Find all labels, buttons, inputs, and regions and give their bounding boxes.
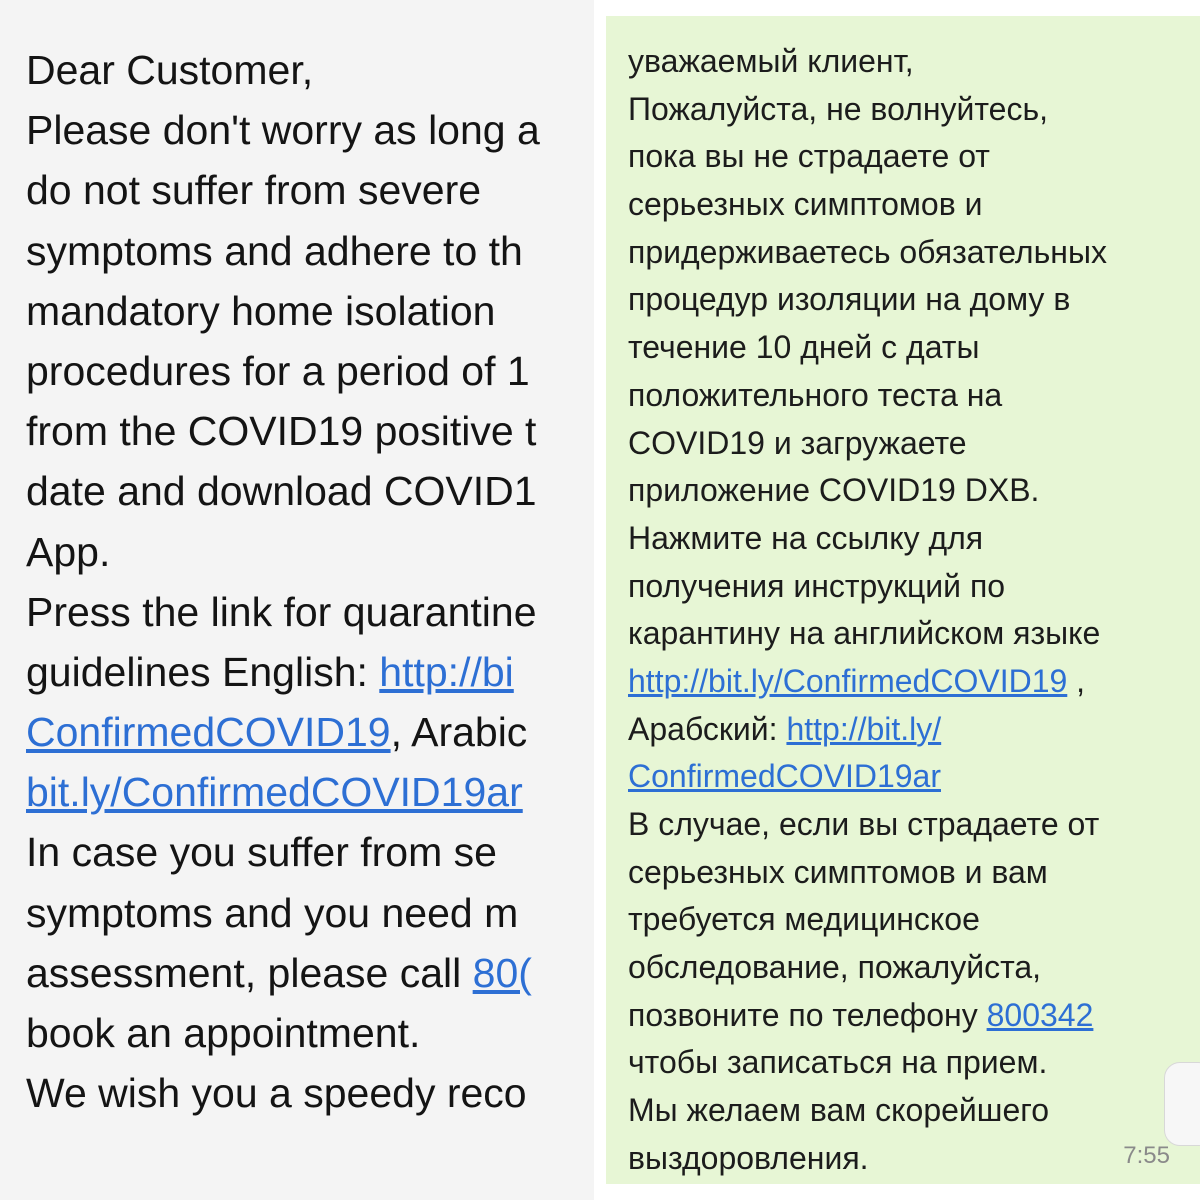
message-link[interactable]: ConfirmedCOVID19 [26, 709, 391, 756]
message-line [628, 1135, 1200, 1183]
message-line [628, 944, 1200, 992]
message-text: , [1067, 662, 1086, 699]
message-text: процедур изоляции на дому в [628, 281, 1071, 318]
message-text: symptoms and you need m [26, 889, 519, 936]
message-line [628, 706, 1200, 754]
message-line [628, 86, 1200, 134]
message-line [628, 563, 1200, 611]
message-text: In case you suffer from se [26, 829, 497, 876]
english-message-text [26, 40, 594, 1123]
message-line [26, 100, 594, 160]
message-line [26, 401, 594, 461]
message-timestamp: 7:55 [1123, 1142, 1170, 1169]
left-message-bubble [0, 0, 594, 1200]
message-text: серьезных симптомов и [628, 186, 983, 223]
message-line [628, 38, 1200, 86]
message-text: guidelines English: [26, 648, 380, 695]
message-text: Dear Customer, [26, 47, 314, 93]
message-line [628, 1039, 1200, 1087]
message-text: карантину на английском языке [628, 615, 1101, 652]
message-text: позвоните по телефону [628, 996, 987, 1033]
message-line [628, 610, 1200, 658]
message-text: течение 10 дней с даты [628, 329, 980, 366]
message-line [26, 582, 594, 642]
message-text: mandatory home isolation [26, 287, 496, 334]
message-text: получения инструкций по [628, 567, 1006, 604]
message-text: выздоровления. [628, 1139, 869, 1176]
message-line [628, 849, 1200, 897]
message-line [26, 1063, 594, 1123]
message-text: date and download COVID1 [26, 468, 537, 515]
message-line [628, 992, 1200, 1040]
message-link[interactable]: http://bit.ly/ [786, 710, 942, 747]
message-line [26, 221, 594, 281]
message-text: Press the link for quarantine [26, 588, 537, 635]
message-link[interactable]: ConfirmedCOVID19ar [628, 758, 941, 795]
message-text: COVID19 и загружаете [628, 424, 967, 461]
message-line [26, 1003, 594, 1063]
message-line [26, 281, 594, 341]
message-line [26, 943, 594, 1003]
message-text: чтобы записаться на прием. [628, 1044, 1048, 1081]
message-text: book an appointment. [26, 1010, 421, 1056]
message-link[interactable]: bit.ly/ConfirmedCOVID19ar [26, 769, 523, 816]
message-text: уважаемый клиент, [628, 43, 914, 79]
message-line [628, 181, 1200, 229]
reply-bubble-edge[interactable] [1164, 1062, 1200, 1146]
message-text: symptoms and adhere to th [26, 227, 523, 274]
russian-message-text [628, 38, 1200, 1183]
message-text: требуется медицинское [628, 901, 980, 938]
message-text: do not suffer from severe [26, 167, 482, 214]
message-line [628, 801, 1200, 849]
message-text: положительного теста на [628, 376, 1003, 413]
message-line [26, 762, 594, 822]
message-line [26, 160, 594, 220]
message-line [628, 133, 1200, 181]
message-line [628, 467, 1200, 515]
message-text: from the COVID19 positive t [26, 408, 537, 455]
message-text: assessment, please call [26, 949, 473, 996]
message-line [26, 702, 594, 762]
message-text: , Arabic [390, 709, 528, 756]
message-line [628, 896, 1200, 944]
message-line [628, 229, 1200, 277]
message-text: В случае, если вы страдаете от [628, 806, 1100, 842]
message-line [628, 515, 1200, 563]
message-text: пока вы не страдаете от [628, 138, 990, 175]
message-text: We wish you a speedy reco [26, 1070, 527, 1117]
message-line [628, 658, 1200, 706]
message-text: Нажмите на ссылку для [628, 519, 984, 556]
message-line [628, 420, 1200, 468]
message-link[interactable]: http://bit.ly/ConfirmedCOVID19 [628, 662, 1068, 699]
message-text: Арабский: [628, 710, 787, 747]
message-line [26, 522, 594, 582]
message-text: приложение COVID19 DXB. [628, 472, 1040, 509]
message-text: procedures for a period of 1 [26, 347, 530, 394]
message-text: Пожалуйста, не волнуйтесь, [628, 90, 1049, 127]
message-text: придерживаетесь обязательных [628, 233, 1107, 270]
message-text: App. [26, 528, 111, 575]
message-line [26, 642, 594, 702]
message-line [628, 1087, 1200, 1135]
message-line [628, 324, 1200, 372]
right-message-bubble [606, 16, 1200, 1184]
message-link[interactable]: 800342 [986, 996, 1094, 1033]
message-text: серьезных симптомов и вам [628, 853, 1048, 890]
message-line [26, 40, 594, 100]
message-line [628, 276, 1200, 324]
message-line [628, 753, 1200, 801]
message-link[interactable]: http://bi [379, 648, 514, 695]
message-line [26, 883, 594, 943]
message-line [628, 372, 1200, 420]
message-line [26, 461, 594, 521]
message-line [26, 822, 594, 882]
message-text: Мы желаем вам скорейшего [628, 1092, 1050, 1129]
message-text: обследование, пожалуйста, [628, 949, 1042, 986]
message-line [26, 341, 594, 401]
message-link[interactable]: 80( [472, 949, 532, 996]
message-text: Please don't worry as long a [26, 107, 540, 154]
